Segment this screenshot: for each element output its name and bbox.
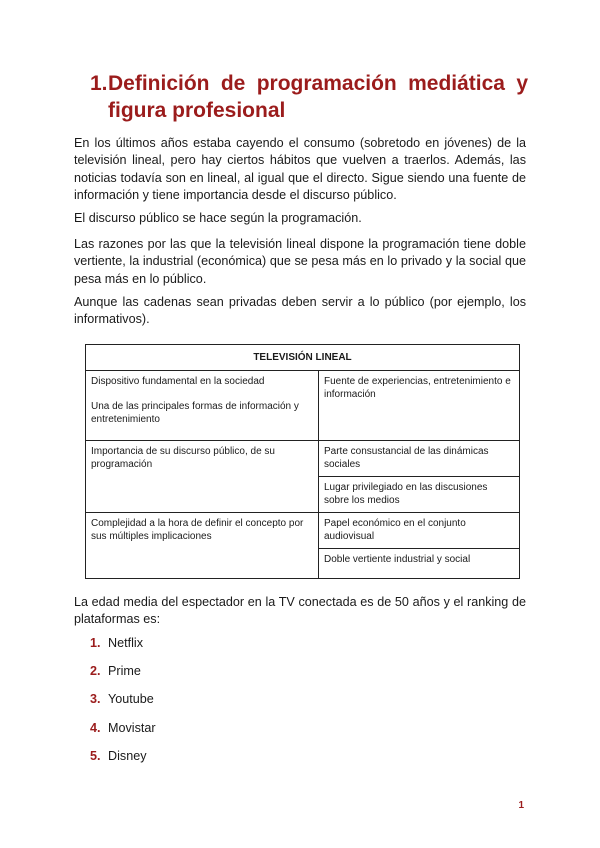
- list-item: 2. Prime: [90, 664, 141, 679]
- page-number: 1: [518, 800, 524, 811]
- paragraph-3: Las razones por las que la televisión lineal dispone la programación tiene doble vertiente, la industrial (económica) que se pesa más en lo privado y la social que pesa más en lo público.: [74, 237, 526, 286]
- table-cell: Importancia de su discurso público, de su programación: [86, 441, 319, 513]
- table-title: TELEVISIÓN LINEAL: [86, 345, 520, 371]
- paragraph-4: Aunque las cadenas sean privadas deben servir a lo público (por ejemplo, los informativos).: [74, 295, 526, 327]
- table-cell-text: Dispositivo fundamental en la sociedad: [91, 376, 265, 387]
- heading-line-1: Definición de programación mediática y: [108, 72, 528, 95]
- list-item: 4. Movistar: [90, 720, 156, 735]
- table-cell: Papel económico en el conjunto audiovisual: [319, 513, 520, 549]
- table-cell: Fuente de experiencias, entretenimiento e información: [319, 371, 520, 441]
- tv-table: [85, 344, 520, 579]
- list-item: 3. Youtube: [90, 692, 154, 707]
- list-item: 5. Disney: [90, 748, 147, 763]
- paragraph-1: En los últimos años estaba cayendo el consumo (sobretodo en jóvenes) de la televisión lineal, pero hay ciertos hábitos que vuelven a traerlos. Además, las noticias todavía son en lineal, al igual que el directo. Sigue siendo una fuente de información y tiene importancia desde el discurso público.: [74, 136, 526, 202]
- list-item: 1. Netflix: [90, 636, 143, 650]
- heading-number: 1.: [90, 72, 108, 95]
- table-cell: [86, 371, 319, 441]
- heading-line-2: figura profesional: [108, 99, 286, 122]
- paragraph-after-table: La edad media del espectador en la TV conectada es de 50 años y el ranking de plataformas es:: [74, 595, 526, 627]
- table-cell: Doble vertiente industrial y social: [319, 549, 520, 579]
- table-cell: Complejidad a la hora de definir el concepto por sus múltiples implicaciones: [86, 513, 319, 579]
- ranking-list: [90, 636, 156, 777]
- table-cell: Parte consustancial de las dinámicas sociales: [319, 441, 520, 477]
- table-cell-text: Una de las principales formas de información y entretenimiento: [91, 401, 299, 425]
- table-cell: Lugar privilegiado en las discusiones sobre los medios: [319, 477, 520, 513]
- section-heading: [90, 70, 528, 124]
- paragraph-2: El discurso público se hace según la programación.: [74, 211, 362, 225]
